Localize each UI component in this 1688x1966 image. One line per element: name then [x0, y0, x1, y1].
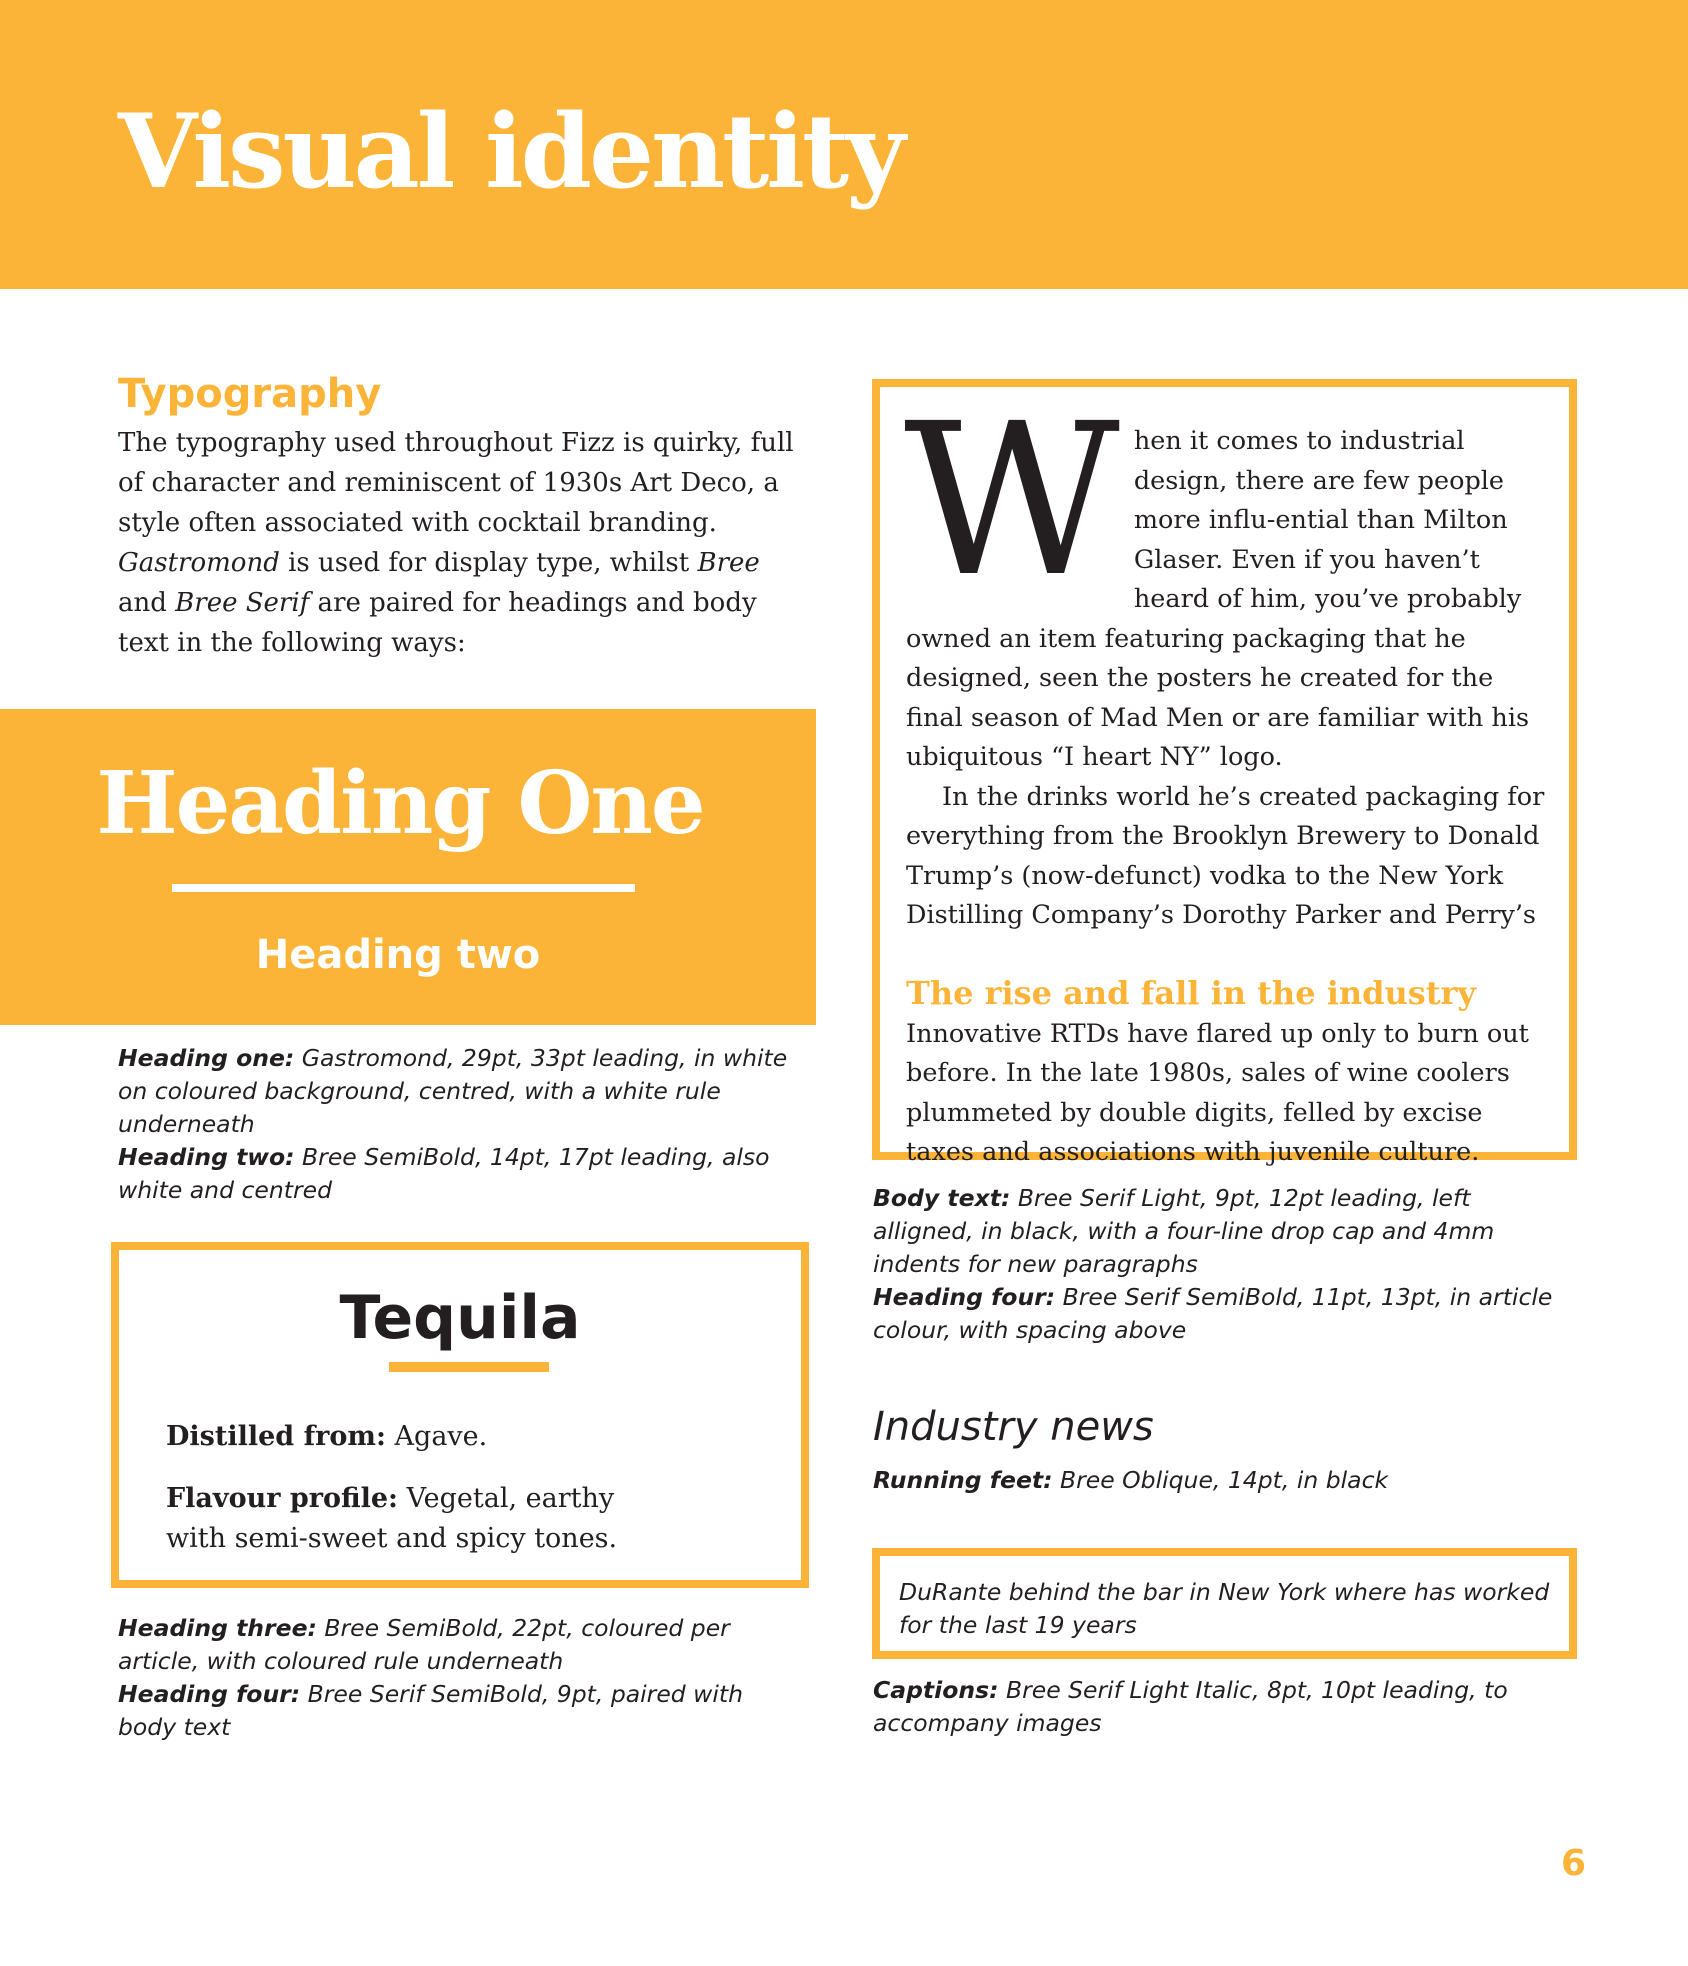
intro-text-3: and — [118, 588, 176, 618]
heading-one-rule — [172, 884, 635, 892]
spec-text: Bree Serif Light Italic, 8pt, 10pt leading, to accompany images — [873, 1676, 1508, 1737]
spec-text: Bree SemiBold, 14pt, 17pt leading, also white and centred — [118, 1143, 770, 1204]
tequila-sample-box — [111, 1242, 809, 1588]
header-banner — [0, 0, 1688, 289]
spec-label: Heading four: — [873, 1283, 1056, 1311]
spec-text: Bree Serif Light, 9pt, 12pt leading, left alligned, in black, with a four-line drop cap and 4mm indents for new paragraphs — [873, 1184, 1495, 1278]
article-subheading: The rise and fall in the industry — [906, 973, 1476, 1012]
heading-two-spec — [118, 1141, 818, 1207]
spec-text: Bree Serif SemiBold, 11pt, 13pt, in article colour, with spacing above — [873, 1283, 1553, 1344]
article-body — [904, 378, 1556, 1173]
body-text-spec — [873, 1182, 1573, 1281]
spec-label: Heading three: — [118, 1614, 317, 1642]
typography-section — [118, 365, 808, 663]
heading-one-sample: Heading One — [96, 753, 704, 854]
page-number: 6 — [1560, 1843, 1586, 1884]
spec-label: Heading one: — [118, 1044, 295, 1072]
drop-cap: W — [904, 378, 1120, 623]
heading-four-spec — [118, 1678, 808, 1744]
spec-label: Captions: — [873, 1676, 999, 1704]
article-sample-box — [872, 378, 1577, 1167]
typography-heading: Typography — [118, 371, 382, 417]
article-paragraph: Innovative RTDs have flared up only to burn out before. In the late 1980s, sales of wine coolers plummeted by double digits, felled by excise taxes and associations with juvenile culture. — [906, 1018, 1529, 1167]
typography-intro — [118, 423, 808, 663]
heading-one-spec — [118, 1042, 818, 1141]
caption-sample: DuRante behind the bar in New York where has worked for the last 19 years — [899, 1578, 1550, 1639]
flavour-label: Flavour profile: — [166, 1483, 399, 1514]
intro-text-2: is used for display type, whilst — [279, 548, 698, 578]
spec-text: Bree Oblique, 14pt, in black — [1052, 1466, 1389, 1494]
font-name-gastromond: Gastromond — [118, 548, 280, 578]
heading-three-sample: Tequila — [339, 1283, 581, 1353]
spec-label: Body text: — [873, 1184, 1011, 1212]
flavour-profile-line — [166, 1479, 666, 1559]
spec-label: Running feet: — [873, 1466, 1053, 1494]
article-paragraph: In the drinks world he’s created packaging for everything from the Brooklyn Brewery to Donald Trump’s (now-defunct) vodka to the New York Distilling Company’s Dorothy Parker and Perry’s — [906, 781, 1545, 930]
spec-label: Heading two: — [118, 1143, 295, 1171]
body-spec-note — [873, 1182, 1573, 1347]
font-name-bree-serif: Bree Serif — [175, 588, 310, 618]
distilled-from-line — [166, 1417, 726, 1457]
intro-text-4: are paired for headings and body text in the following ways: — [118, 588, 757, 658]
tequila-spec-note — [118, 1612, 808, 1744]
spec-text: Bree Serif SemiBold, 9pt, paired with body text — [118, 1680, 744, 1741]
spec-text: Bree SemiBold, 22pt, coloured per article, with coloured rule underneath — [118, 1614, 730, 1675]
heading-four-spec — [873, 1281, 1573, 1347]
caption-spec — [873, 1674, 1573, 1740]
caption-sample-box — [872, 1548, 1577, 1659]
running-feet-spec — [873, 1464, 1573, 1497]
font-name-bree: Bree — [697, 548, 760, 578]
page-title: Visual identity — [118, 92, 903, 212]
intro-text-1: The typography used throughout Fizz is quirky, full of character and reminiscent of 1930s Art Deco, a style often associated with cocktail branding. — [118, 428, 794, 538]
distilled-label: Distilled from: — [166, 1421, 386, 1452]
spec-text: Gastromond, 29pt, 33pt leading, in white on coloured background, centred, with a white rule underneath — [118, 1044, 788, 1138]
spec-label: Heading four: — [118, 1680, 301, 1708]
article-paragraph: hen it comes to industrial design, there are few people more influ-ential than Milton Glaser. Even if you haven’t heard of him, you’ve probably owned an item featuring packaging that he designed, seen the posters he created for the final season of Mad Men or are familiar with his ubiquitous “I heart NY” logo. — [906, 426, 1530, 772]
heading-three-spec — [118, 1612, 808, 1678]
heading-spec-note — [118, 1042, 818, 1207]
distilled-value: Agave. — [385, 1421, 488, 1452]
running-feet-sample: Industry news — [873, 1404, 1154, 1450]
heading-two-sample: Heading two — [255, 932, 541, 978]
heading-three-rule — [389, 1362, 549, 1372]
flavour-value: Vegetal, earthy with semi-sweet and spicy tones. — [166, 1483, 618, 1554]
heading-sample-block — [0, 709, 816, 1025]
